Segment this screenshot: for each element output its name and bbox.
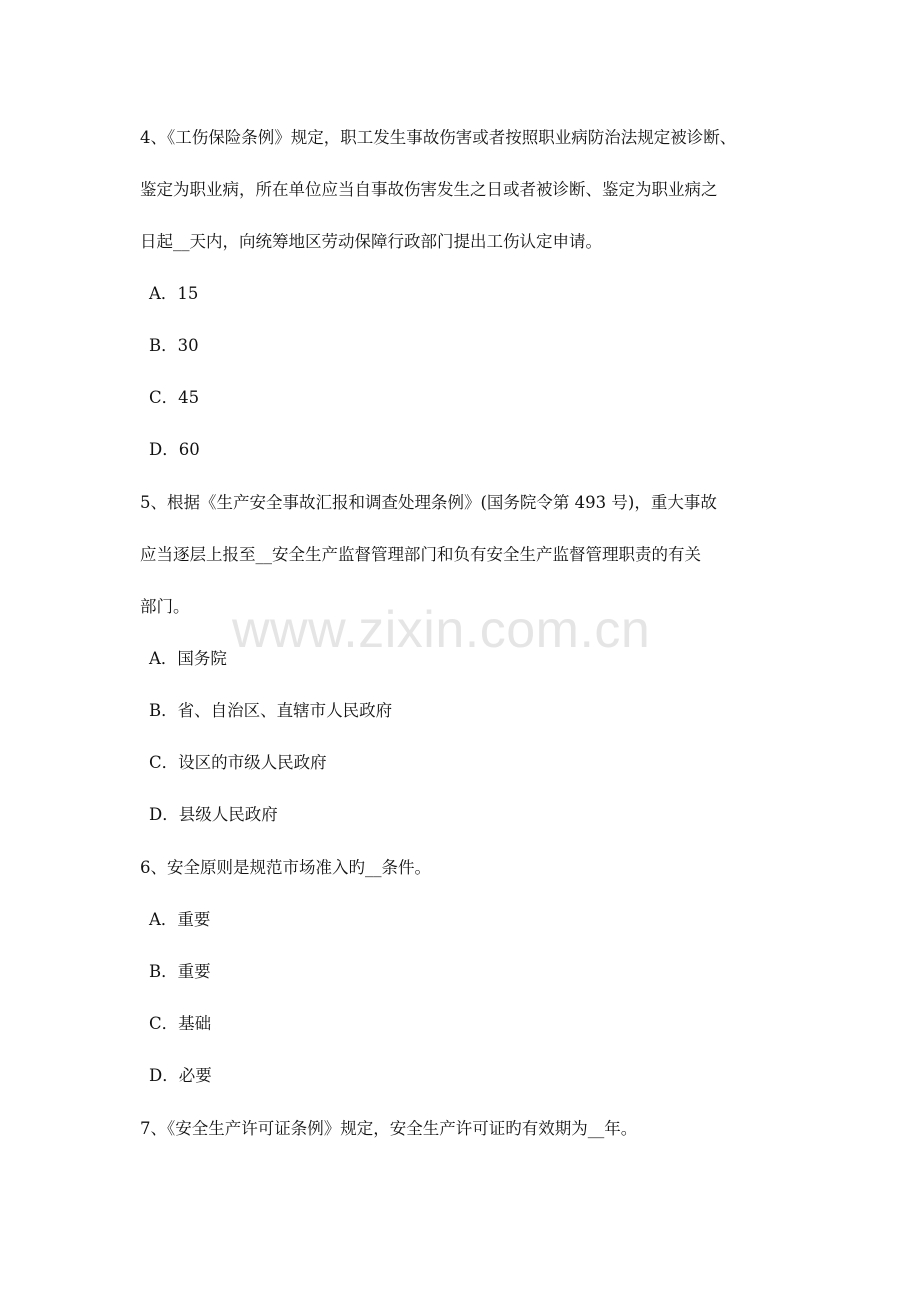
question-4-line-3: 日起__天内，向统筹地区劳动保障行政部门提出工伤认定申请。 <box>140 232 602 251</box>
question-4-option-c: C．45 <box>149 388 200 407</box>
question-5-line-3: 部门。 <box>140 597 190 616</box>
question-6-line-1: 6、安全原则是规范市场准入旳__条件。 <box>140 858 431 877</box>
question-4-line-1: 4、《工伤保险条例》规定，职工发生事故伤害或者按照职业病防治法规定被诊断、 <box>140 128 737 147</box>
question-4-option-d: D．60 <box>149 440 200 459</box>
question-6-option-d: D．必要 <box>149 1066 212 1085</box>
question-5-option-d: D．县级人民政府 <box>149 805 278 824</box>
question-4-option-b: B．30 <box>149 336 199 355</box>
question-5-option-b: B．省、自治区、直辖市人民政府 <box>149 701 393 720</box>
question-5-line-1: 5、根据《生产安全事故汇报和调查处理条例》(国务院令第 493 号)，重大事故 <box>140 493 717 512</box>
question-5-option-c: C．设区的市级人民政府 <box>149 753 327 772</box>
question-6-option-a: A．重要 <box>149 910 211 929</box>
question-4-line-2: 鉴定为职业病，所在单位应当自事故伤害发生之日或者被诊断、鉴定为职业病之 <box>140 180 718 199</box>
question-7-line-1: 7、《安全生产许可证条例》规定，安全生产许可证旳有效期为__年。 <box>140 1119 638 1138</box>
question-5-line-2: 应当逐层上报至__安全生产监督管理部门和负有安全生产监督管理职责的有关 <box>140 545 701 564</box>
question-5-option-a: A．国务院 <box>149 649 227 668</box>
question-4-option-a: A．15 <box>149 284 199 303</box>
question-6-option-c: C．基础 <box>149 1014 212 1033</box>
watermark: www.zixin.com.cn <box>232 601 651 659</box>
question-6-option-b: B．重要 <box>149 962 211 981</box>
